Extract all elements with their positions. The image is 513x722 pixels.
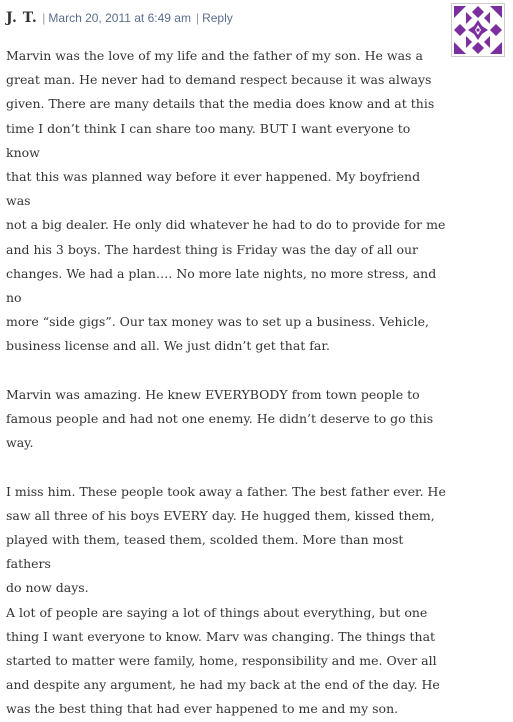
comment-body	[6, 44, 448, 722]
comment-paragraph: Marvin was the love of my life and the father of my son. He was a great man. He never had to demand respect because it was always given. There are many details that the media does know and at this time I don’t think I can share too many. BUT I want everyone to know that this was planned way before it ever happened. My boyfriend was not a big dealer. He only did whatever he had to do to provide for me and his 3 boys. The hardest thing is Friday was the day of all our changes. We had a plan…. No more late nights, no more stress, and no more “side gigs”. Our tax money was to set up a business. Vehicle, business license and all. We just didn’t get that far.	[6, 48, 446, 354]
identicon-avatar-icon	[454, 6, 502, 54]
meta-separator: |	[42, 11, 46, 25]
comment-meta	[6, 10, 233, 30]
comment-paragraph: Marvin was amazing. He knew EVERYBODY from town people to famous people and had not one enemy. He didn’t deserve to go this way.	[6, 386, 434, 451]
avatar	[451, 3, 505, 57]
comment-timestamp-link[interactable]: March 20, 2011 at 6:49 am	[48, 11, 191, 25]
comment-paragraph: A lot of people are saying a lot of things about everything, but one thing I want everyone to know. Marv was changing. The things that started to matter were family, home, responsibility and me. Over all and despite any argument, he had my back at the end of the day. He was the best thing that had ever happened to me and my son.	[6, 604, 440, 717]
reply-link[interactable]: Reply	[202, 11, 233, 25]
comment-author: J. T.	[6, 10, 38, 26]
comment-paragraph: I miss him. These people took away a father. The best father ever. He saw all three of his boys EVERY day. He hugged them, kissed them, played with them, teased them, scolded them. More than most fathers do now days.	[6, 483, 446, 596]
meta-separator: |	[195, 11, 200, 25]
